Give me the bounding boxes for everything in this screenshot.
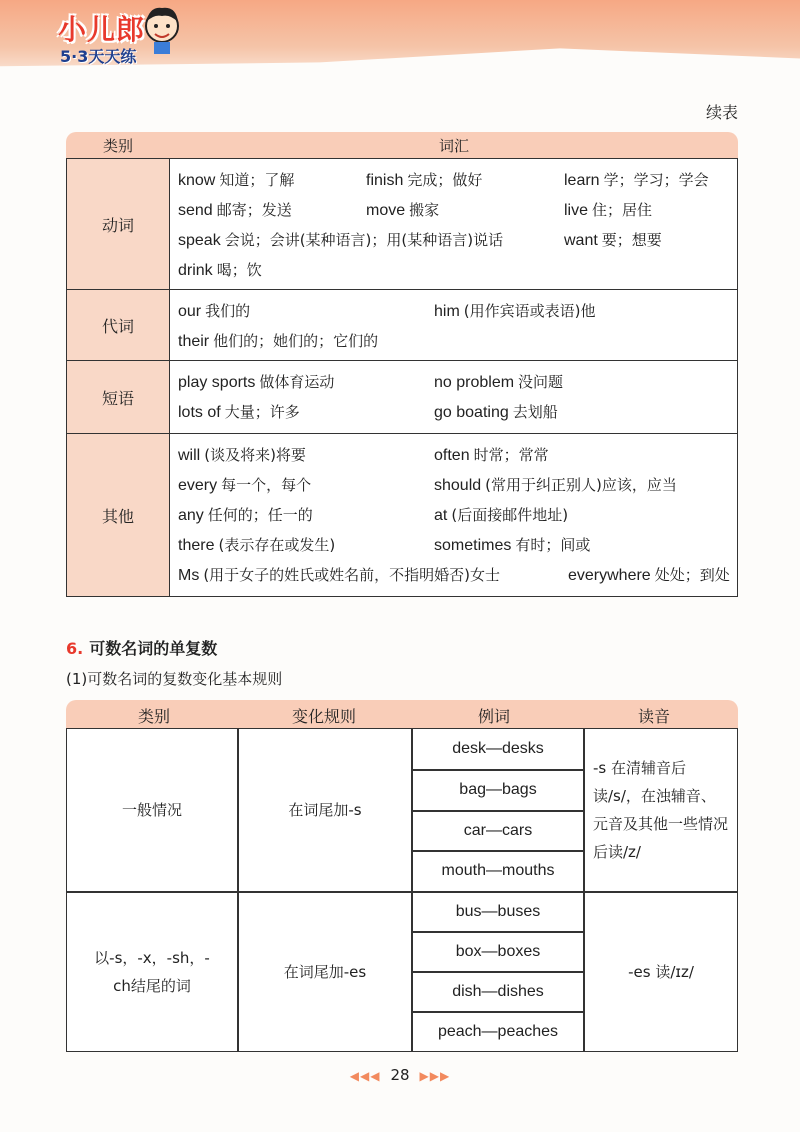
word-item: often 时常；常常 [434, 446, 549, 464]
header-examples: 例词 [478, 707, 511, 726]
word-item: should (常用于纠正别人)应该，应当 [434, 476, 677, 494]
category-cell: 其他 [67, 434, 170, 596]
words-cell [170, 159, 737, 289]
page-footer [0, 1066, 800, 1084]
word-item: our 我们的 [178, 302, 251, 320]
continued-label: 续表 [705, 103, 738, 122]
section-number: 6. [66, 639, 84, 658]
word-item: at (后面接邮件地址) [434, 506, 569, 524]
header-vocabulary: 词汇 [438, 136, 469, 155]
plural-table-header [66, 700, 738, 728]
word-item: know 知道；了解 [178, 171, 295, 189]
word-item: live 住；居住 [564, 201, 653, 219]
example-cell: box—boxes [455, 943, 541, 960]
header-pronunciation: 读音 [638, 707, 671, 726]
table-row [66, 434, 738, 597]
word-item: move 搬家 [366, 201, 440, 219]
category-cell: 一般情况 [121, 801, 182, 819]
word-item: any 任何的；任一的 [178, 506, 313, 524]
word-item: there (表示存在或发生) [178, 536, 336, 554]
plural-table-body [66, 728, 738, 1052]
left-arrows-icon: ◀◀◀ [349, 1069, 381, 1083]
vocab-table [66, 132, 738, 597]
word-item: every 每一个，每个 [178, 476, 312, 494]
plural-rules-table [66, 700, 738, 1040]
example-cell: bag—bags [459, 781, 537, 798]
word-item: will (谈及将来)将要 [178, 446, 306, 464]
example-cell: car—cars [463, 822, 533, 839]
rule-cell: 在词尾加-es [283, 963, 367, 981]
word-item: send 邮寄；发送 [178, 201, 292, 219]
table-row [66, 158, 738, 290]
logo-subtitle: 5·3天天练 [60, 47, 137, 66]
category-cell: 以-s，-x，-sh，-ch结尾的词 [94, 949, 210, 995]
words-cell [170, 361, 737, 433]
right-arrows-icon: ▶▶▶ [419, 1069, 451, 1083]
word-item: no problem 没问题 [434, 373, 564, 391]
words-cell [170, 434, 737, 596]
rule-cell: 在词尾加-s [288, 801, 362, 819]
example-cell: peach—peaches [437, 1022, 559, 1040]
word-item: speak 会说；会讲(某种语言)；用(某种语言)说话 [178, 231, 504, 249]
word-item: finish 完成；做好 [366, 171, 483, 189]
pronunciation-cell: -s 在清辅音后读/s/，在浊辅音、元音及其他一些情况后读/z/ [593, 759, 729, 861]
category-cell: 动词 [67, 159, 170, 289]
section-title [66, 636, 217, 659]
vocab-table-header [66, 132, 738, 158]
word-item: everywhere 处处；到处 [568, 566, 730, 584]
example-cell: dish—dishes [452, 983, 544, 1000]
example-cell: bus—buses [455, 903, 541, 920]
category-cell: 代词 [67, 290, 170, 360]
word-item: sometimes 有时；间或 [434, 536, 591, 554]
table-row [66, 290, 738, 361]
word-item: him (用作宾语或表语)他 [434, 302, 596, 320]
word-item: Ms (用于女子的姓氏或姓名前，不指明婚否)女士 [178, 566, 501, 584]
word-item: their 他们的；她们的；它们的 [178, 332, 379, 350]
section-title-text: 可数名词的单复数 [89, 639, 218, 658]
section-subtitle: (1)可数名词的复数变化基本规则 [66, 670, 283, 688]
word-item: play sports 做体育运动 [178, 373, 335, 391]
words-cell [170, 290, 737, 360]
mascot-boy-icon [140, 4, 184, 54]
word-item: learn 学；学习；学会 [564, 171, 709, 189]
example-cell: desk—desks [452, 740, 544, 757]
header-category: 类别 [138, 707, 171, 726]
page-number: 28 [390, 1066, 410, 1084]
pronunciation-cell: -es 读/ɪz/ [628, 963, 694, 981]
header-rule: 变化规则 [292, 707, 357, 726]
example-cell: mouth—mouths [441, 862, 555, 879]
header-category: 类别 [102, 136, 133, 155]
word-item: go boating 去划船 [434, 403, 558, 421]
word-item: lots of 大量；许多 [178, 403, 300, 421]
table-row [66, 361, 738, 434]
word-item: want 要；想要 [564, 231, 662, 249]
category-cell: 短语 [67, 361, 170, 433]
logo-title: 小儿郎 [58, 13, 146, 46]
word-item: drink 喝；饮 [178, 261, 262, 279]
